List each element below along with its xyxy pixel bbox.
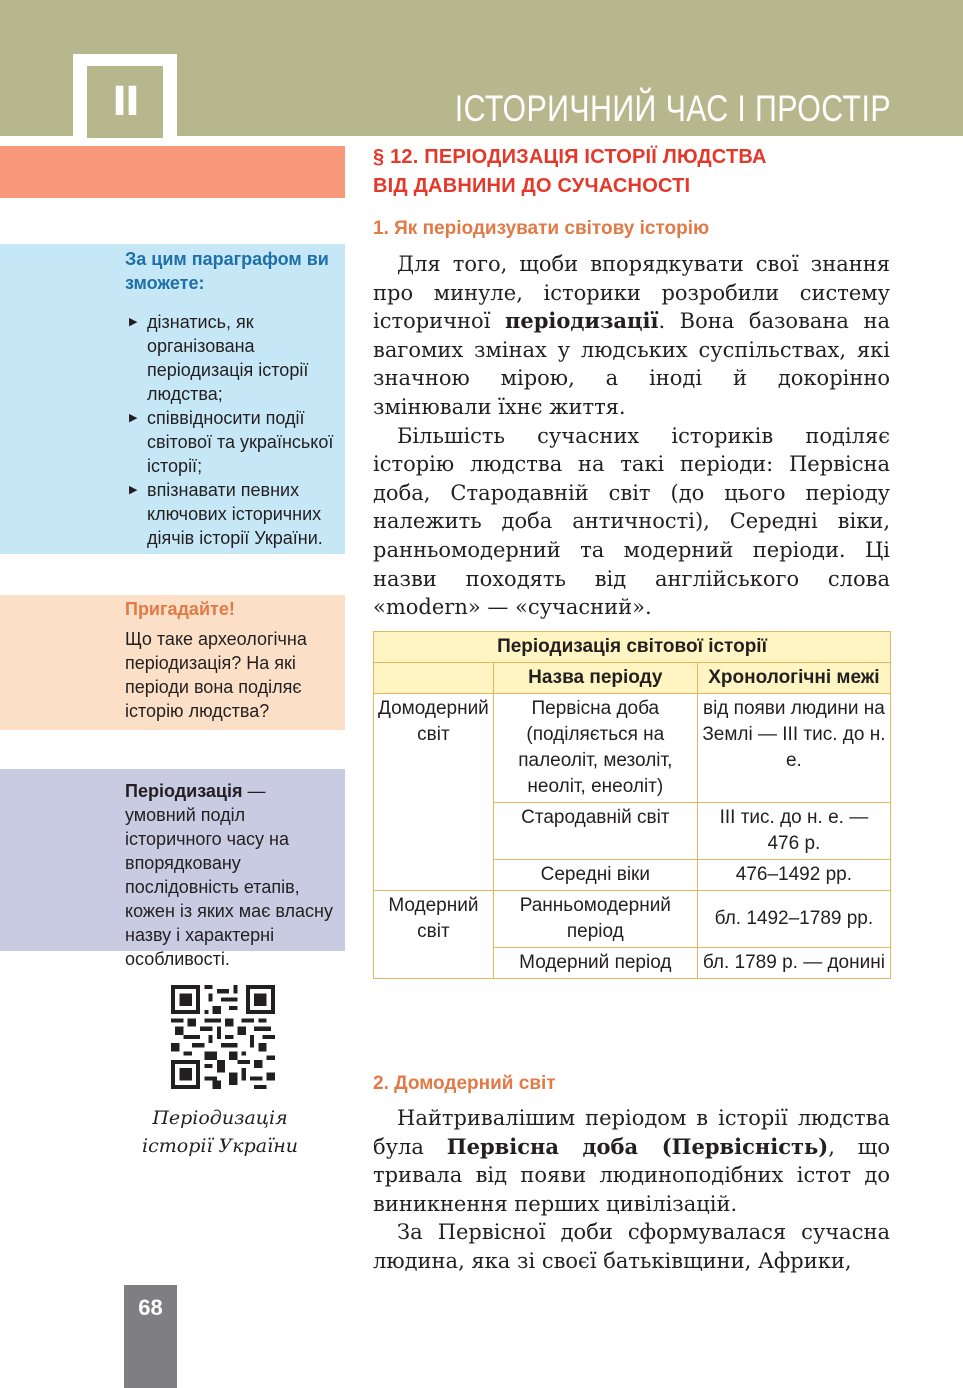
table-cell-chrono: від появи людини на Землі — III тис. до н. е.	[697, 694, 890, 803]
text-span: Найтривалішим періодом в історії людства була	[373, 1106, 890, 1159]
remember-box	[0, 595, 345, 730]
chapter-badge	[73, 54, 177, 154]
learning-goals-title: За цим параграфом ви зможете:	[125, 249, 329, 293]
term-bold: періодизації	[504, 308, 659, 334]
section1-body	[373, 250, 890, 622]
periodization-table	[373, 631, 891, 979]
page-number-tab	[124, 1285, 177, 1388]
table-cell-name: Первісна доба (поділяється на палеоліт, мезоліт, неоліт, енеоліт)	[493, 694, 697, 803]
remember-title: Пригадайте!	[125, 599, 235, 619]
decorative-bar	[0, 146, 345, 198]
learning-goals-box	[0, 244, 345, 554]
table-cell-chrono: 476–1492 рр.	[697, 860, 890, 891]
qr-caption-line2: історії України	[142, 1135, 298, 1157]
table-cell-chrono: III тис. до н. е. — 476 р.	[697, 803, 890, 860]
section2-paragraph2: За Первісної доби сформувалася сучасна людина, яка зі своєї батьківщини, Африки,	[373, 1220, 890, 1273]
table-cell-chrono: бл. 1789 р. — донині	[697, 948, 890, 979]
definition-term: Періодизація	[125, 781, 243, 801]
section2-body	[373, 1104, 890, 1276]
remember-text: Що таке археологічна періодизація? На які періоди вона поділяє історію людства?	[125, 629, 307, 721]
triangle-bullet-icon: ▶	[129, 316, 138, 328]
text-span: , що тривала від появи людиноподібних істот до виникнення перших цивілізацій.	[373, 1134, 890, 1216]
qr-code-icon[interactable]	[171, 985, 275, 1089]
table-cell-chrono: бл. 1492–1789 рр.	[697, 891, 890, 948]
table-header-chrono: Хронологічні межі	[697, 663, 890, 694]
list-item	[125, 310, 347, 406]
table-caption: Періодизація світової історії	[374, 632, 891, 663]
section1-paragraph1	[373, 250, 890, 422]
list-item-text: співвідносити події світової та української історії;	[147, 408, 334, 476]
text-span: . Вона базована на вагомих змінах у людських суспільствах, які значною мірою, а іноді й докорінно змінювали їхнє життя.	[373, 309, 891, 419]
table-cell-name: Ранньомодерний період	[493, 891, 697, 948]
table-group-premodern: Домодерний світ	[374, 694, 494, 891]
text-span: Для того, щоби впорядкувати свої знання про минуле, історики розробили систему історичної	[373, 252, 890, 334]
section2-paragraph1	[373, 1104, 890, 1218]
definition-text	[125, 779, 341, 971]
term-bold: Первісна доба (Первісність)	[446, 1133, 829, 1159]
paragraph-title-line2: ВІД ДАВНИНИ ДО СУЧАСНОСТІ	[373, 175, 691, 197]
list-item	[125, 406, 347, 478]
triangle-bullet-icon: ▶	[129, 484, 138, 496]
table-row	[374, 891, 891, 948]
qr-caption	[0, 1104, 440, 1160]
triangle-bullet-icon: ▶	[129, 412, 138, 424]
table-header-name: Назва періоду	[493, 663, 697, 694]
table-cell-name: Модерний період	[493, 948, 697, 979]
paragraph-title-line1: § 12. ПЕРІОДИЗАЦІЯ ІСТОРІЇ ЛЮДСТВА	[373, 146, 767, 168]
page-number: 68	[138, 1295, 163, 1320]
section2-heading: 2. Домодерний світ	[373, 1073, 556, 1094]
table-header-empty	[374, 663, 494, 694]
list-item-text: дізнатись, як організована періодизація історії людства;	[147, 312, 309, 404]
definition-box	[0, 769, 345, 969]
table-row	[374, 694, 891, 803]
section1-heading: 1. Як періодизувати світову історію	[373, 218, 710, 239]
chapter-title: ІСТОРИЧНИЙ ЧАС І ПРОСТІР	[454, 88, 891, 129]
list-item	[125, 478, 347, 550]
learning-goals-list	[125, 310, 347, 550]
table-group-modern: Модерний світ	[374, 891, 494, 979]
table-cell-name: Середні віки	[493, 860, 697, 891]
definition-body: — умовний поділ історичного часу на впорядковану послідовність етапів, кожен із яких має власну назву і характерні особливості.	[125, 781, 333, 969]
chapter-number: II	[87, 66, 163, 138]
list-item-text: впізнавати певних ключових історичних діячів історії України.	[147, 480, 323, 548]
section1-paragraph2: Більшість сучасних істориків поділяє історію людства на такі періоди: Первісна доба, Стародавній світ (до цього періоду належить доба античності), Середні віки, ранньомодерний та модерний періоди. Ці назви походять від англійського слова «modern» — «сучасний».	[373, 423, 890, 620]
qr-caption-line1: Періодизація	[152, 1107, 288, 1129]
table-cell-name: Стародавній світ	[493, 803, 697, 860]
paragraph-title	[373, 143, 767, 201]
